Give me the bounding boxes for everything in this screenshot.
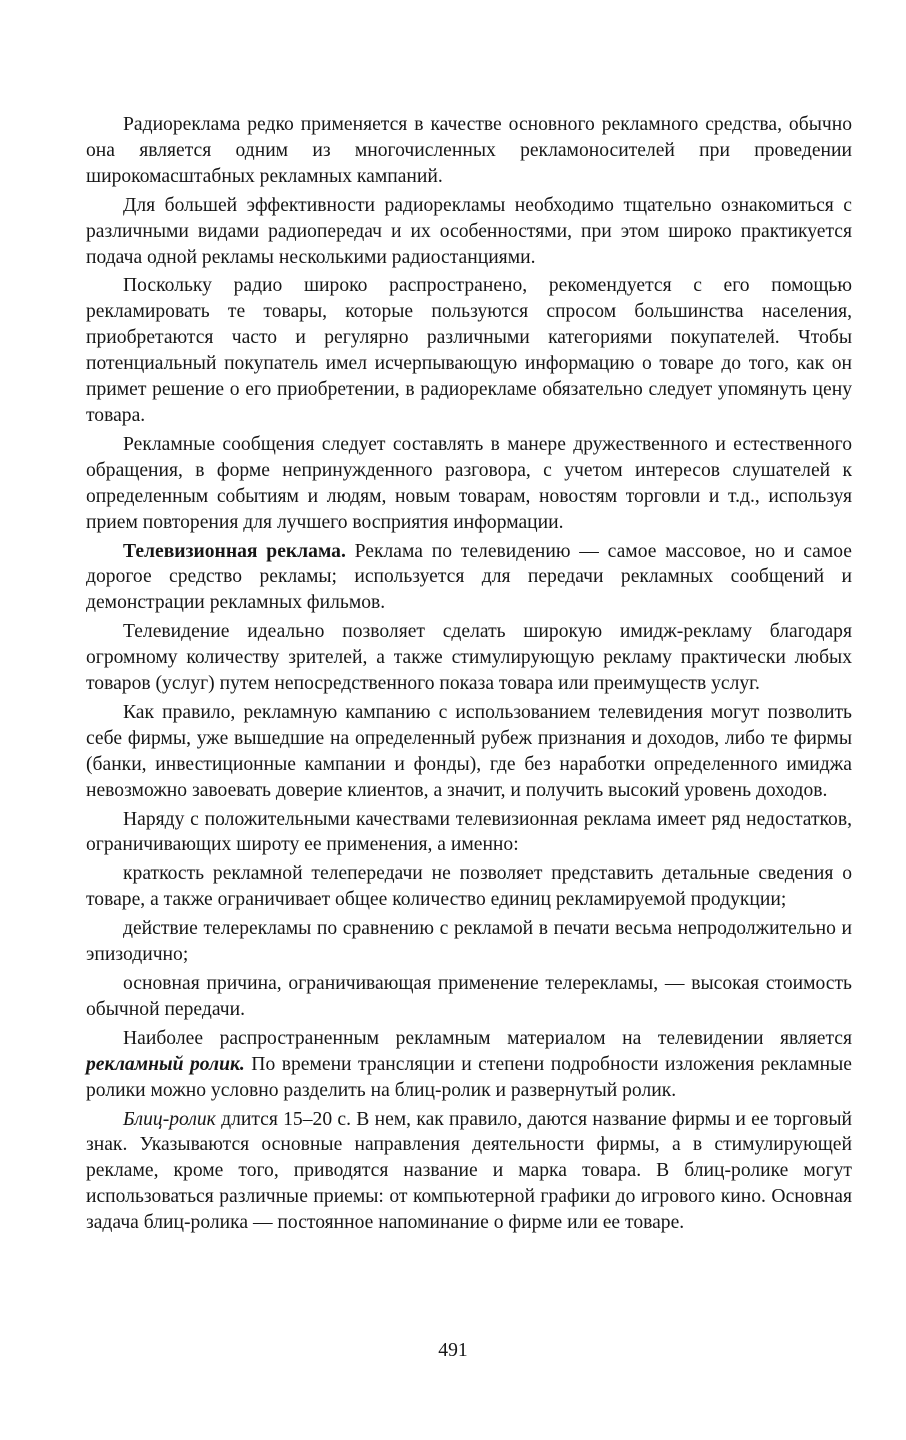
term-blitz-spot: Блиц-ролик (123, 1108, 216, 1130)
page-body (86, 112, 852, 1239)
paragraph-tv-commercial-before: Наиболее распространенным рекламным материалом на телевидении является (123, 1027, 852, 1049)
paragraph-radio-effectiveness: Для большей эффективности радиорекламы необходимо тщательно ознакомиться с различными видами радиопередач и их особенностями, при этом широко практикуется подача одной рекламы несколькими радиостанциями. (86, 194, 852, 268)
paragraph-tv-image: Телевидение идеально позволяет сделать широкую имидж-рекламу благодаря огромному количеству зрителей, а также стимулирующую рекламу практически любых товаров (услуг) путем непосредственного показа товара или преимуществ услуг. (86, 621, 852, 695)
paragraph-blitz-spot (86, 1107, 852, 1237)
paragraph-tv-advertising-text: Реклама по телевидению — самое массовое, но и самое дорогое средство рекламы; используется для передачи рекламных сообщений и демонстрации рекламных фильмов. (86, 540, 852, 614)
page-number: 491 (438, 1340, 468, 1361)
paragraph-tv-commercial (86, 1026, 852, 1104)
paragraph-tv-commercial-after: По времени трансляции и степени подробности изложения рекламные ролики можно условно разделить на блиц-ролик и развернутый ролик. (86, 1053, 852, 1101)
paragraph-tv-companies: Как правило, рекламную кампанию с использованием телевидения могут позволить себе фирмы, уже вышедшие на определенный рубеж признания и доходов, либо те фирмы (банки, инвестиционные кампании и фонды), где без наработки определенного имиджа невозможно завоевать доверие клиентов, а значит, и получить высокий уровень доходов. (86, 701, 852, 801)
paragraph-tv-drawbacks-intro: Наряду с положительными качествами телевизионная реклама имеет ряд недостатков, ограничивающих широту ее применения, а именно: (86, 808, 852, 856)
list-item-brevity: краткость рекламной телепередачи не позволяет представить детальные сведения о товаре, а также ограничивает общее количество единиц рекламируемой продукции; (86, 863, 852, 911)
section-heading-tv: Телевизионная реклама. (123, 540, 346, 562)
term-commercial: рекламный ролик. (86, 1053, 245, 1075)
paragraph-blitz-spot-text: длится 15–20 с. В нем, как правило, даются название фирмы и ее торговый знак. Указываются основные направления деятельности фирмы, а в стимулирующей рекламе, кроме того, приводятся название и марка товара. В блиц-ролике могут использоваться различные приемы: от компьютерной графики до игрового кино. Основная задача блиц-ролика — постоянное напоминание о фирме или ее товаре. (86, 1108, 852, 1234)
list-item-duration: действие телерекламы по сравнению с рекламой в печати весьма непродолжительно и эпизодично; (86, 918, 852, 966)
paragraph-radio-products: Поскольку радио широко распространено, рекомендуется с его помощью рекламировать те товары, которые пользуются спросом большинства населения, приобретаются часто и регулярно различными категориями покупателей. Чтобы потенциальный покупатель имел исчерпывающую информацию о товаре до того, как он примет решение о его приобретении, в радиорекламе обязательно следует упомянуть цену товара. (86, 275, 852, 426)
list-item-cost: основная причина, ограничивающая применение телерекламы, — высокая стоимость обычной передачи. (86, 973, 852, 1020)
paragraph-radio-messages: Рекламные сообщения следует составлять в манере дружественного и естественного обращения, в форме непринужденного разговора, с учетом интересов слушателей к определенным событиям и людям, новым товарам, новостям торговли и т.д., используя прием повторения для лучшего восприятия информации. (86, 433, 852, 533)
paragraph-radio-usage: Радиореклама редко применяется в качестве основного рекламного средства, обычно она является одним из многочисленных рекламоносителей при проведении широкомасштабных рекламных кампаний. (86, 114, 852, 187)
paragraph-tv-advertising (86, 539, 852, 617)
